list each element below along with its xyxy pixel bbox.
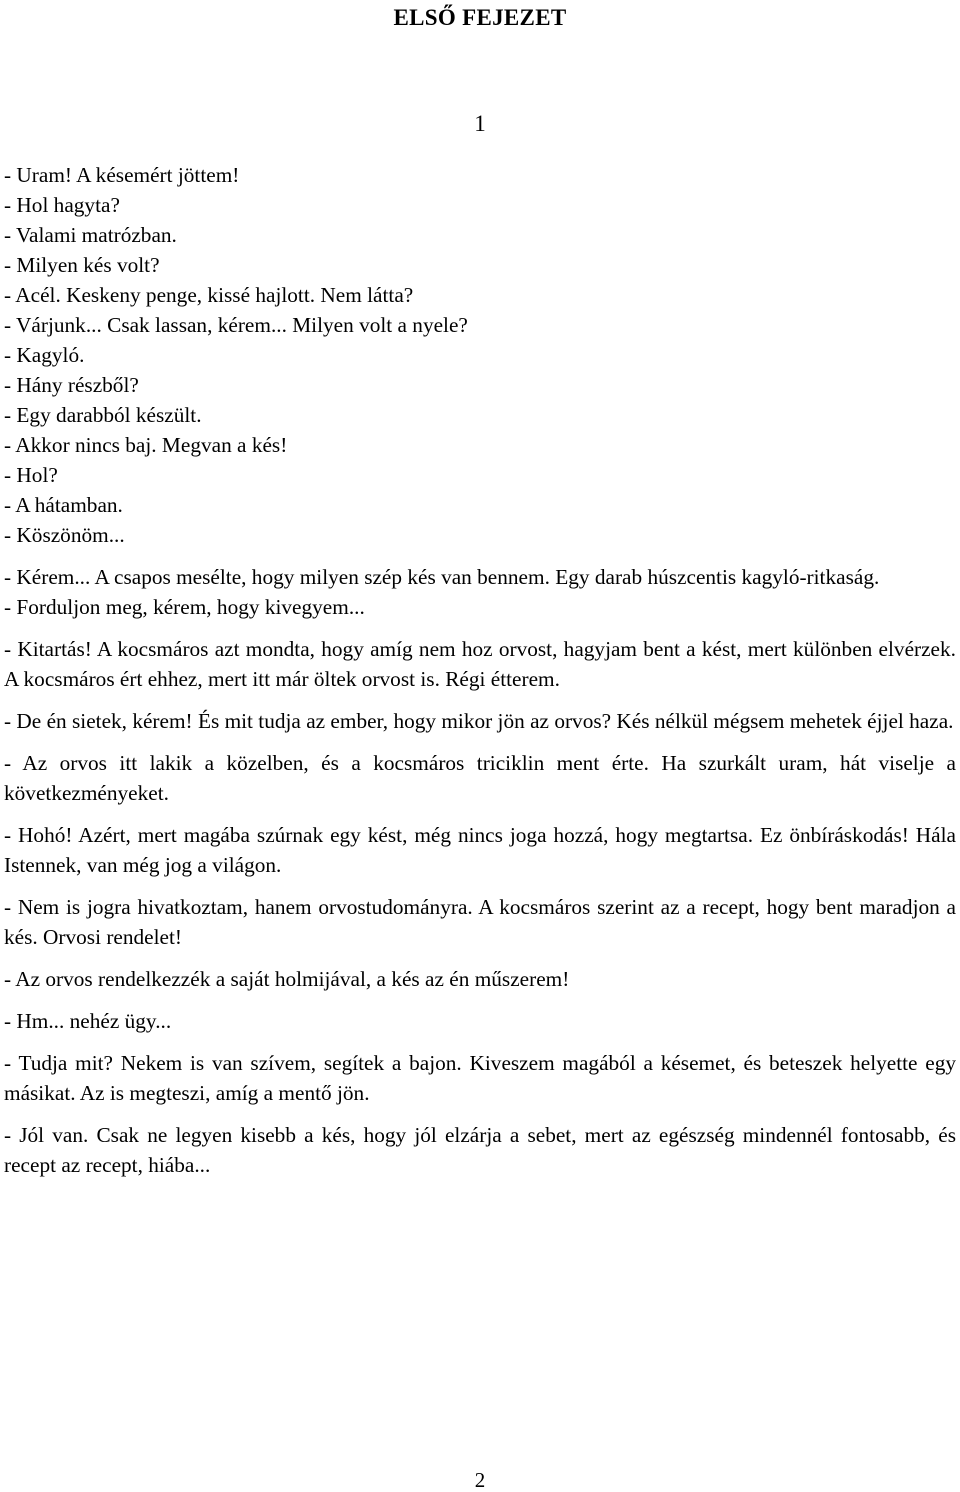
dialogue-line: - Nem is jogra hivatkoztam, hanem orvostudományra. A kocsmáros szerint az a recept, hogy bent maradjon a kés. Orvosi rendelet! xyxy=(4,895,956,949)
dialogue-line: - Kagyló. xyxy=(4,343,85,367)
dialogue-line: - De én sietek, kérem! És mit tudja az ember, hogy mikor jön az orvos? Kés nélkül mégsem mehetek éjjel haza. xyxy=(4,709,954,733)
dialogue-line: - Az orvos rendelkezzék a saját holmijával, a kés az én műszerem! xyxy=(4,967,570,991)
dialogue-line: - Acél. Keskeny penge, kissé hajlott. Nem látta? xyxy=(4,283,414,307)
dialogue-line: - Az orvos itt lakik a közelben, és a kocsmáros triciklin ment érte. Ha szurkált uram, hát viselje a következményeket. xyxy=(4,751,956,805)
dialogue-line: - Tudja mit? Nekem is van szívem, segítek a bajon. Kiveszem magából a késemet, és beteszek helyette egy másikat. Az is megteszi, amíg a mentő jön. xyxy=(4,1051,956,1105)
dialogue-line: - Köszönöm... xyxy=(4,523,125,547)
dialogue-body xyxy=(4,160,956,1180)
dialogue-line: - Akkor nincs baj. Megvan a kés! xyxy=(4,433,288,457)
dialogue-line: - Forduljon meg, kérem, hogy kivegyem... xyxy=(4,595,365,619)
dialogue-line: - A hátamban. xyxy=(4,493,123,517)
dialogue-line: - Uram! A késemért jöttem! xyxy=(4,163,240,187)
section-number: 1 xyxy=(474,111,486,136)
page-number: 2 xyxy=(474,1468,486,1492)
dialogue-line: - Várjunk... Csak lassan, kérem... Milyen volt a nyele? xyxy=(4,313,468,337)
dialogue-line: - Milyen kés volt? xyxy=(4,253,160,277)
dialogue-line: - Hohó! Azért, mert magába szúrnak egy kést, még nincs joga hozzá, hogy megtartsa. Ez önbíráskodás! Hála Istennek, van még jog a világon. xyxy=(4,823,956,877)
dialogue-line: - Egy darabból készült. xyxy=(4,403,202,427)
dialogue-line: - Hol hagyta? xyxy=(4,193,120,217)
dialogue-line: - Hol? xyxy=(4,463,58,487)
dialogue-line: - Valami matrózban. xyxy=(4,223,177,247)
dialogue-line: - Jól van. Csak ne legyen kisebb a kés, hogy jól elzárja a sebet, mert az egészség mindennél fontosabb, és recept az recept, hiába... xyxy=(4,1123,956,1177)
dialogue-line: - Hány részből? xyxy=(4,373,139,397)
chapter-title: ELSŐ FEJEZET xyxy=(393,5,567,30)
dialogue-line: - Kitartás! A kocsmáros azt mondta, hogy amíg nem hoz orvost, hagyjam bent a kést, mert különben elvérzek. A kocsmáros ért ehhez, mert itt már öltek orvost is. Régi étterem. xyxy=(4,637,956,691)
dialogue-line: - Hm... nehéz ügy... xyxy=(4,1009,172,1033)
dialogue-line: - Kérem... A csapos mesélte, hogy milyen szép kés van bennem. Egy darab húszcentis kagyló-ritkaság. xyxy=(4,565,880,589)
